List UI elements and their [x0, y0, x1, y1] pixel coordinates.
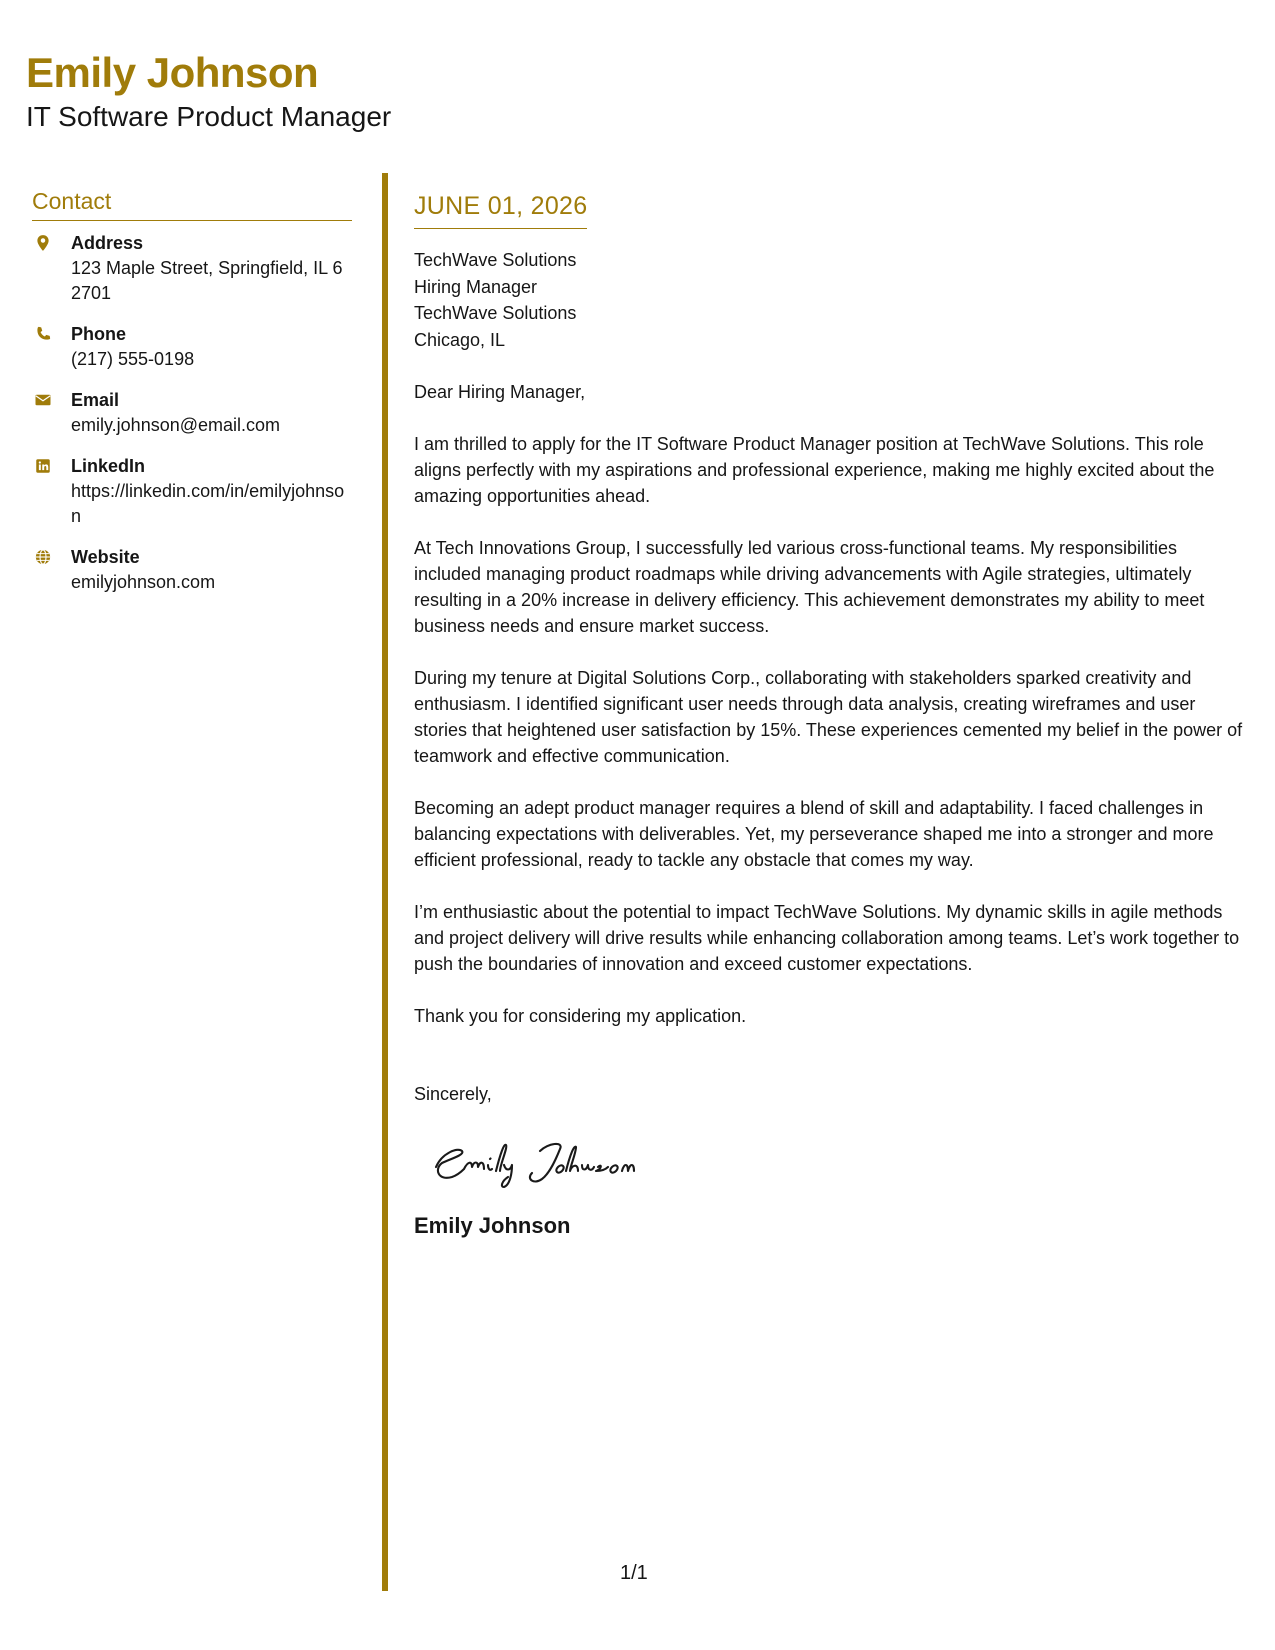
linkedin-icon — [34, 457, 52, 475]
signer-name: Emily Johnson — [414, 1213, 571, 1238]
globe-icon — [34, 548, 52, 566]
phone-icon — [34, 325, 52, 343]
website-value[interactable]: emilyjohnson.com — [71, 572, 216, 592]
contact-phone — [32, 322, 352, 372]
recipient-block — [414, 247, 1249, 353]
contact-section-title: Contact — [32, 186, 352, 221]
contact-linkedin — [32, 454, 352, 529]
contact-address — [32, 231, 352, 306]
handwritten-signature — [428, 1125, 668, 1195]
envelope-icon — [34, 391, 52, 409]
website-label: Website — [71, 547, 140, 567]
closing: Sincerely, — [414, 1084, 492, 1104]
linkedin-value[interactable]: https://linkedin.com/in/emilyjohnson — [71, 481, 345, 526]
recipient-line: TechWave Solutions — [414, 250, 577, 270]
phone-label: Phone — [71, 324, 127, 344]
letter-paragraph: Thank you for considering my application. — [414, 1006, 747, 1026]
contact-email — [32, 388, 352, 438]
recipient-line: Chicago, IL — [414, 329, 506, 350]
phone-value: (217) 555-0198 — [71, 349, 195, 369]
letter-paragraph: During my tenure at Digital Solutions Corp., collaborating with stakeholders sparked creativity and enthusiasm. I identified significant user needs through data analysis, creating wireframes and user stories that heightened user satisfaction by 15%. These experiences cemented my belief in the power of teamwork and effective communication. — [414, 668, 1243, 766]
applicant-title: IT Software Product Manager — [26, 101, 392, 132]
salutation: Dear Hiring Manager, — [414, 382, 586, 402]
contact-website — [32, 545, 352, 595]
letter-date: JUNE 01, 2026 — [414, 190, 587, 229]
address-value: 123 Maple Street, Springfield, IL 62701 — [71, 258, 343, 303]
email-value: emily.johnson@email.com — [71, 415, 281, 435]
recipient-line: TechWave Solutions — [414, 303, 577, 323]
address-label: Address — [71, 233, 144, 253]
page-number: 1/1 — [620, 1562, 648, 1584]
letter-paragraph: Becoming an adept product manager requires a blend of skill and adaptability. I faced challenges in balancing expectations with deliverables. Yet, my perseverance shaped me into a stronger and more efficient professional, ready to tackle any obstacle that comes my way. — [414, 798, 1214, 870]
letter-paragraph: I’m enthusiastic about the potential to impact TechWave Solutions. My dynamic skills in agile methods and project delivery will drive results while enhancing collaboration among teams. Let’s work together to push the boundaries of innovation and exceed customer expectations. — [414, 902, 1240, 974]
email-label: Email — [71, 390, 120, 410]
map-pin-icon — [34, 234, 52, 252]
linkedin-label: LinkedIn — [71, 456, 146, 476]
letter-paragraph: At Tech Innovations Group, I successfully led various cross-functional teams. My responsibilities included managing product roadmaps while driving advancements with Agile strategies, ultimately resulting in a 20% increase in delivery efficiency. This achievement demonstrates my ability to meet business needs and ensure market success. — [414, 538, 1205, 636]
applicant-name: Emily Johnson — [26, 49, 319, 96]
vertical-divider — [382, 173, 388, 1591]
letter-paragraph: I am thrilled to apply for the IT Software Product Manager position at TechWave Solutions. This role aligns perfectly with my aspirations and professional experience, making me highly excited about the amazing opportunities ahead. — [414, 434, 1215, 506]
letter-body — [414, 190, 1249, 1241]
recipient-line: Hiring Manager — [414, 276, 538, 297]
contact-sidebar — [32, 186, 352, 611]
